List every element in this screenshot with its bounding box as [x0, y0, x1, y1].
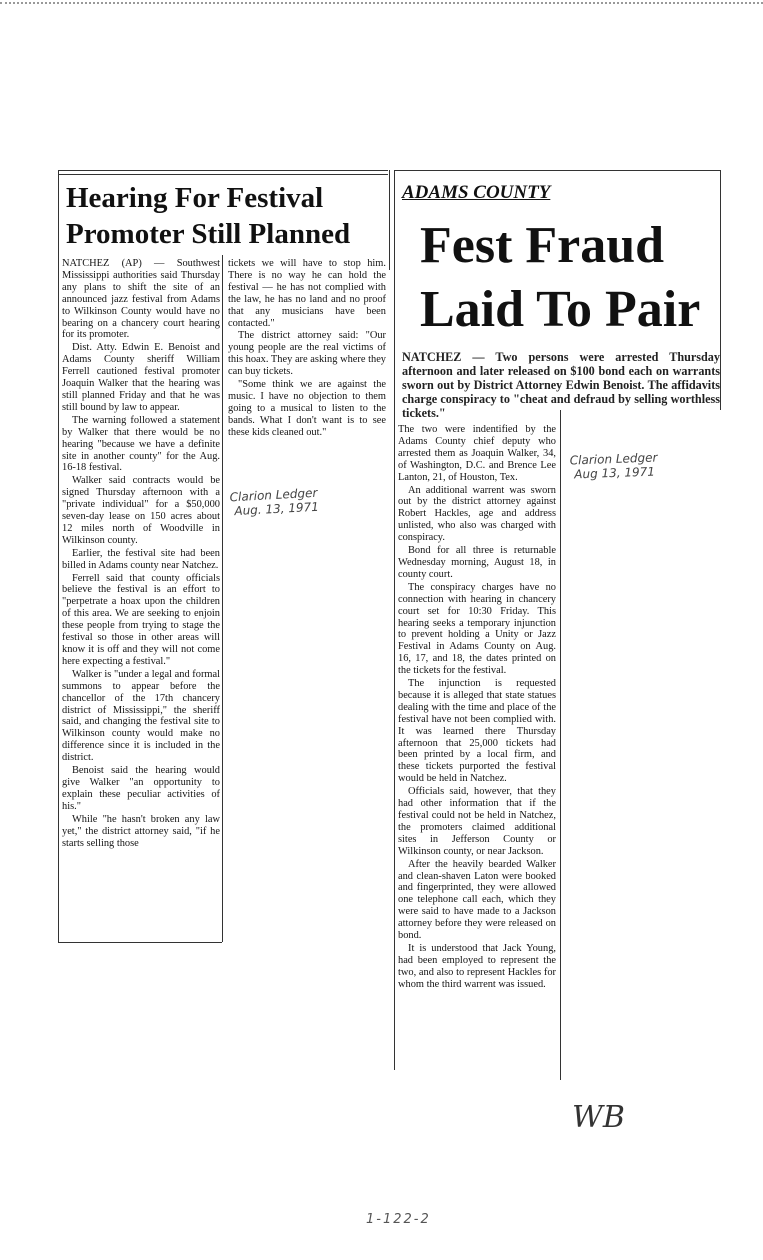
right-paragraph: The injunction is requested because it is alleged that state statues dealing with the time and place of the festival have not been complied with. It was learned there Thursday afternoon that 25,000 tickets had been printed by a local firm, and these tickets purported the festival would be held in Natchez.	[398, 678, 556, 785]
left-paragraph: The district attorney said: "Our young people are the real victims of this hoax. They are asking where they can buy tickets.	[228, 330, 386, 378]
right-note-source: Clarion Ledger	[569, 450, 658, 468]
page-number: 1-122-2	[366, 1212, 431, 1227]
left-paragraph: "Some think we are against the music. I have no objection to them going to a musical to listen to the bands. What I don't want is to see these kids cleaned out."	[228, 379, 386, 438]
right-right-border	[720, 170, 721, 410]
left-bottom-rule	[58, 942, 222, 943]
left-note-source: Clarion Ledger	[229, 485, 318, 505]
left-paragraph: Benoist said the hearing would give Walker "an opportunity to explain these peculiar activities of his."	[62, 765, 220, 812]
left-note-date: Aug. 13, 1971	[234, 499, 320, 519]
right-paragraph: Officials said, however, that they had other information that if the festival could not be held in Natchez, the promoters claimed additional sites in Jefferson County or Wilkinson county, or near Jackson.	[398, 786, 556, 857]
right-note-date: Aug 13, 1971	[574, 464, 656, 482]
left-border	[58, 170, 59, 942]
left-paragraph: Ferrell said that county officials believe the festival is an effort to "perpetrate a hoax upon the children of this area. We are seeking to enjoin these people from trying to stage the festival so those in other areas will know it is off and they will not come here expecting a festival."	[62, 572, 220, 667]
right-paragraph: The two were indentified by the Adams County chief deputy who arrested them as Joaquin Walker, 34, of Washington, D.C. and Brence Lee Lanton, 21, of Houston, Tex.	[398, 424, 556, 483]
right-handwritten-note	[570, 450, 659, 481]
left-top-rule	[58, 170, 388, 171]
right-column-border	[560, 410, 561, 1080]
right-paragraph: After the heavily bearded Walker and clean-shaven Laton were booked and fingerprinted, they were allowed one telephone call each, which they were said to have made to a Jackson attorney before they were released on bond.	[398, 858, 556, 942]
initials-signature: WB	[572, 1100, 625, 1135]
right-top-rule	[394, 170, 720, 171]
right-headline-line2: Laid To Pair	[420, 281, 701, 338]
right-paragraph: The conspiracy charges have no connection with hearing in chancery court set for 10:30 Friday. This hearing seeks a temporary injunction to prevent holding a Unity or Jazz Festival in Adams County on Aug. 16, 17, and 18, the dates printed on the tickets for the festival.	[398, 581, 556, 677]
top-perforation	[0, 2, 763, 7]
right-lede: NATCHEZ — Two persons were arrested Thursday afternoon and later released on $100 bond each on warrants sworn out by District Attorney Edwin Benoist. The affidavits charge conspiracy to "cheat and defraud by selling worthless tickets."	[402, 350, 720, 420]
left-column-divider	[222, 255, 223, 942]
right-paragraph: Bond for all three is returnable Wednesday morning, August 18, in county court.	[398, 545, 556, 580]
left-paragraph: Walker said contracts would be signed Thursday afternoon with a "private individual" for a $50,000 seven-day lease on 150 acres about 12 miles north of Woodville in Wilkinson county.	[62, 475, 220, 546]
right-kicker: ADAMS COUNTY	[402, 182, 551, 203]
left-right-border	[389, 170, 390, 270]
left-paragraph: While "he hasn't broken any law yet," the district attorney said, "if he starts selling those	[62, 813, 220, 849]
left-column-1	[62, 258, 220, 850]
left-headline	[66, 180, 386, 252]
left-paragraph: The warning followed a statement by Walker that there would be no hearing "because we have a definite site in another county" for the Aug. 16-18 festival.	[62, 414, 220, 474]
left-paragraph: Earlier, the festival site had been billed in Adams county near Natchez.	[62, 547, 220, 571]
right-paragraph: An additional warrent was sworn out by the district attorney against Robert Hackles, age and address unlisted, who also was charged with conspiracy.	[398, 484, 556, 544]
right-body-column	[398, 424, 556, 992]
left-handwritten-note	[229, 486, 319, 519]
left-paragraph: NATCHEZ (AP) — Southwest Mississippi authorities said Thursday any plans to shift the site of an announced jazz festival from Adams to Wilkinson County would have no bearing on a chancery court hearing for its promoter.	[62, 258, 220, 341]
left-paragraph: Walker is "under a legal and formal summons to appear before the chancellor of the 17th chancery district of Mississippi," the sheriff said, and changing the festival site to Wilkinson county would make no difference since it is included in the district.	[62, 668, 220, 764]
left-headline-line1: Hearing For Festival	[66, 182, 324, 214]
right-headline-line1: Fest Fraud	[420, 217, 665, 274]
left-column-2	[228, 258, 386, 440]
right-paragraph: It is understood that Jack Young, had been employed to represent the two, and also to represent Hackles for whom the third warrent was issued.	[398, 942, 556, 990]
left-paragraph: tickets we will have to stop him. There is no way he can hold the festival — he has not complied with the law, he has no land and no proof that any musicians have been contacted."	[228, 258, 386, 329]
left-paragraph: Dist. Atty. Edwin E. Benoist and Adams County sheriff William Ferrell cautioned festival promoter Joaquin Walker that the hearing was still planned Friday and that he was still bound by law to appear.	[62, 342, 220, 413]
left-top-rule-2	[58, 174, 388, 175]
right-left-border	[394, 170, 395, 1070]
left-headline-line2: Promoter Still Planned	[66, 218, 351, 250]
